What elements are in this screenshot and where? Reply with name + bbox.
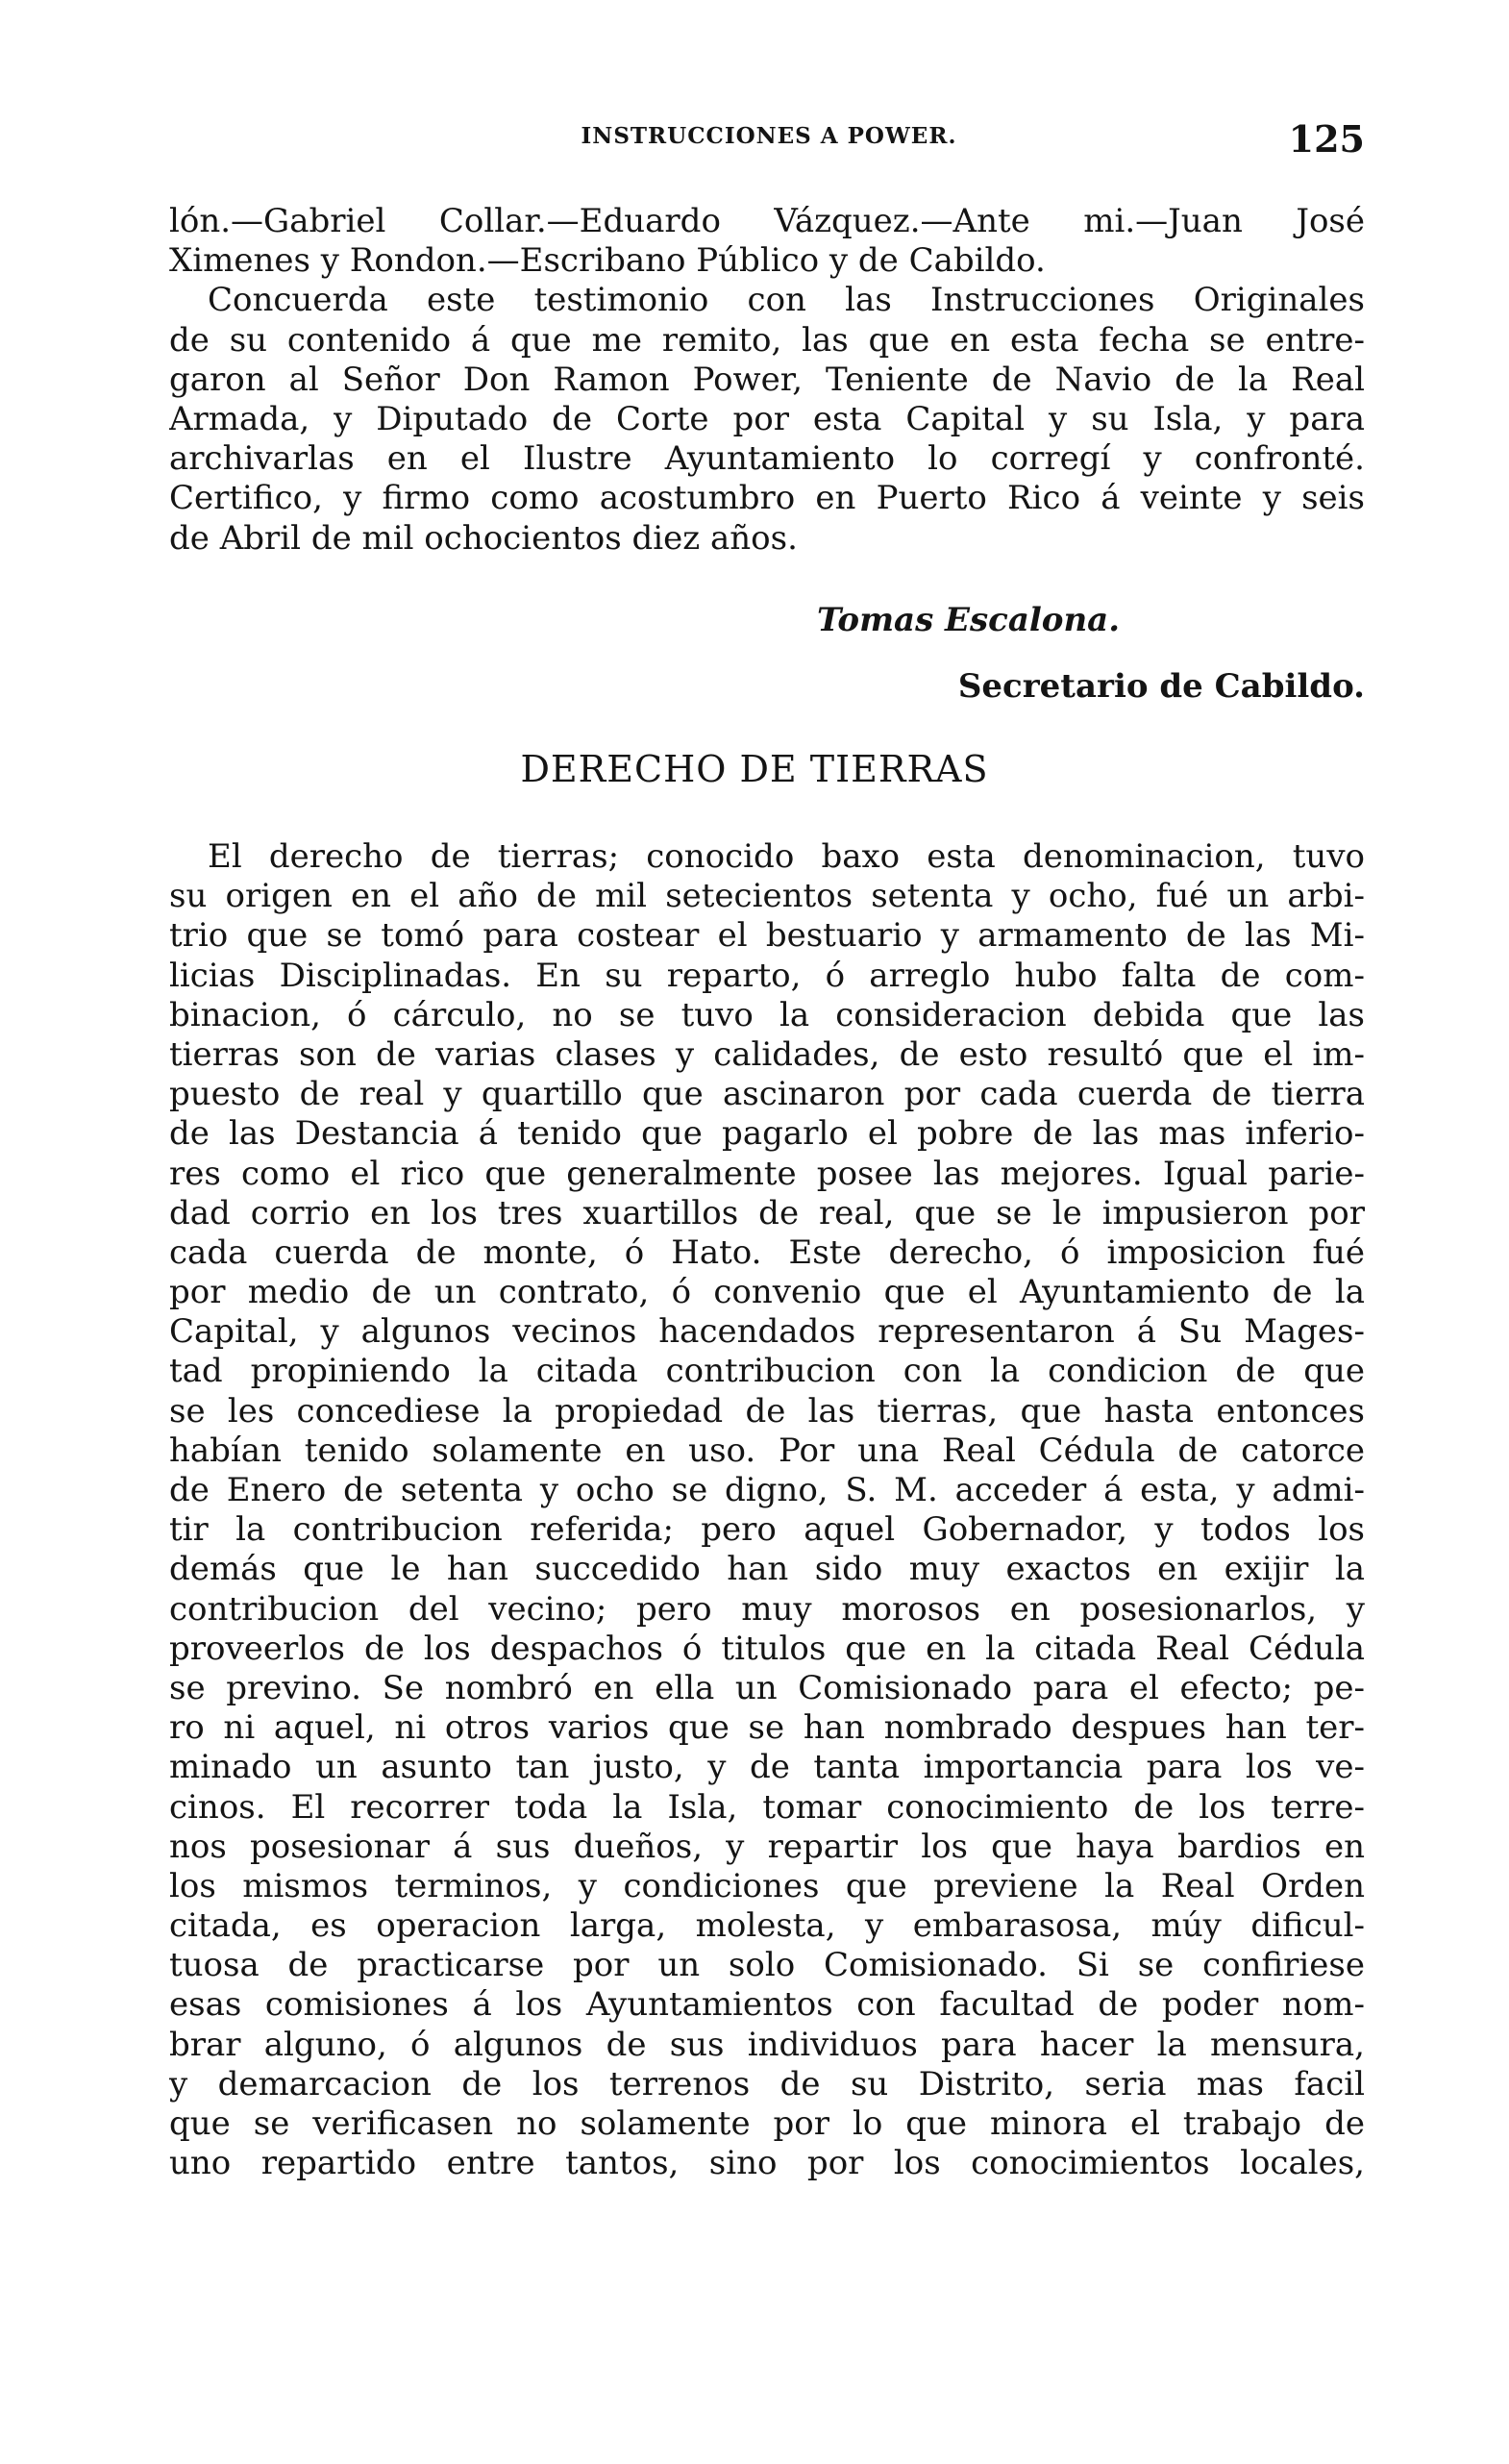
text-line: por medio de un contrato, ó convenio que el Ayuntamiento de la [169, 1273, 1365, 1312]
text-line: tierras son de varias clases y calidades, de esto resultó que el im- [169, 1034, 1365, 1074]
text-line: brar alguno, ó algunos de sus individuos para hacer la mensura, [169, 2025, 1365, 2064]
text-line: cinos. El recorrer toda la Isla, tomar conocimiento de los terre- [169, 1787, 1365, 1827]
text-line: de las Destancia á tenido que pagarlo el pobre de las mas inferio- [169, 1114, 1365, 1154]
text-line: Concuerda este testimonio con las Instrucciones Originales [208, 281, 1365, 320]
text-line: de Abril de mil ochocientos diez años. [169, 518, 798, 558]
text-line: los mismos terminos, y condiciones que previene la Real Orden [169, 1866, 1365, 1905]
text-line: nos posesionar á sus dueños, y repartir los que haya bardios en [169, 1827, 1365, 1866]
text-line: cada cuerda de monte, ó Hato. Este derecho, ó imposicion fué [169, 1232, 1365, 1272]
text-line: dad corrio en los tres xuartillos de real, que se le impusieron por [169, 1193, 1365, 1232]
text-line: Capital, y algunos vecinos hacendados representaron á Su Mages- [169, 1312, 1365, 1352]
text-line: proveerlos de los despachos ó titulos que en la citada Real Cédula [169, 1629, 1365, 1668]
intro-paragraph [169, 202, 1365, 559]
text-line: que se verificasen no solamente por lo que minora el trabajo de [169, 2104, 1365, 2143]
signature-title: Secretario de Cabildo. [957, 667, 1365, 706]
text-line: se previno. Se nombró en ella un Comisionado para el efecto; pe- [169, 1668, 1365, 1707]
running-head: INSTRUCCIONES A POWER. [581, 123, 957, 149]
text-line: habían tenido solamente en uso. Por una Real Cédula de catorce [169, 1431, 1365, 1470]
text-line: se les concediese la propiedad de las tierras, que hasta entonces [169, 1391, 1365, 1431]
text-line: su origen en el año de mil setecientos setenta y ocho, fué un arbi- [169, 877, 1365, 916]
text-line: y demarcacion de los terrenos de su Distrito, seria mas facil [169, 2064, 1365, 2103]
text-line: uno repartido entre tantos, sino por los conocimientos locales, [169, 2144, 1365, 2183]
text-line: de Enero de setenta y ocho se digno, S. M. acceder á esta, y admi- [169, 1471, 1365, 1509]
text-line: tuosa de practicarse por un solo Comisionado. Si se confiriese [169, 1946, 1365, 1985]
text-line: archivarlas en el Ilustre Ayuntamiento lo corregí y confronté. [169, 439, 1365, 479]
page-header [173, 117, 1365, 175]
section-title: DERECHO DE TIERRAS [520, 748, 989, 790]
text-line: Armada, y Diputado de Corte por esta Capital y su Isla, y para [169, 399, 1365, 438]
text-line: contribucion del vecino; pero muy morosos en posesionarlos, y [169, 1589, 1365, 1629]
text-line: citada, es operacion larga, molesta, y embarasosa, múy dificul- [169, 1906, 1365, 1946]
text-line: demás que le han succedido han sido muy exactos en exijir la [169, 1550, 1365, 1589]
text-line: garon al Señor Don Ramon Power, Teniente de Navio de la Real [169, 360, 1365, 399]
text-line: tir la contribucion referida; pero aquel Gobernador, y todos los [169, 1510, 1365, 1550]
text-line: El derecho de tierras; conocido baxo esta denominacion, tuvo [208, 837, 1365, 876]
text-line: res como el rico que generalmente posee las mejores. Igual parie- [169, 1154, 1365, 1193]
body-paragraph [169, 837, 1365, 2183]
text-line: trio que se tomó para costear el bestuario y armamento de las Mi- [169, 916, 1365, 956]
text-line: binacion, ó cárculo, no se tuvo la consideracion debida que las [169, 995, 1365, 1034]
text-line: licias Disciplinadas. En su reparto, ó arreglo hubo falta de com- [169, 956, 1365, 995]
text-line: lón.—Gabriel Collar.—Eduardo Vázquez.—Ante mi.—Juan José [169, 202, 1365, 240]
text-line: esas comisiones á los Ayuntamientos con facultad de poder nom- [169, 1985, 1365, 2025]
text-line: ro ni aquel, ni otros varios que se han nombrado despues han ter- [169, 1708, 1365, 1748]
text-line: puesto de real y quartillo que ascinaron por cada cuerda de tierra [169, 1075, 1365, 1114]
signature-name: Tomas Escalona. [817, 601, 1121, 639]
text-line: Ximenes y Rondon.—Escribano Público y de Cabildo. [169, 241, 1046, 281]
text-line: minado un asunto tan justo, y de tanta importancia para los ve- [169, 1748, 1365, 1787]
text-line: Certifico, y firmo como acostumbro en Puerto Rico á veinte y seis [169, 479, 1365, 518]
text-line: tad propiniendo la citada contribucion con la condicion de que [169, 1352, 1365, 1391]
page-number: 125 [1288, 117, 1365, 161]
text-line: de su contenido á que me remito, las que en esta fecha se entre- [169, 320, 1365, 360]
